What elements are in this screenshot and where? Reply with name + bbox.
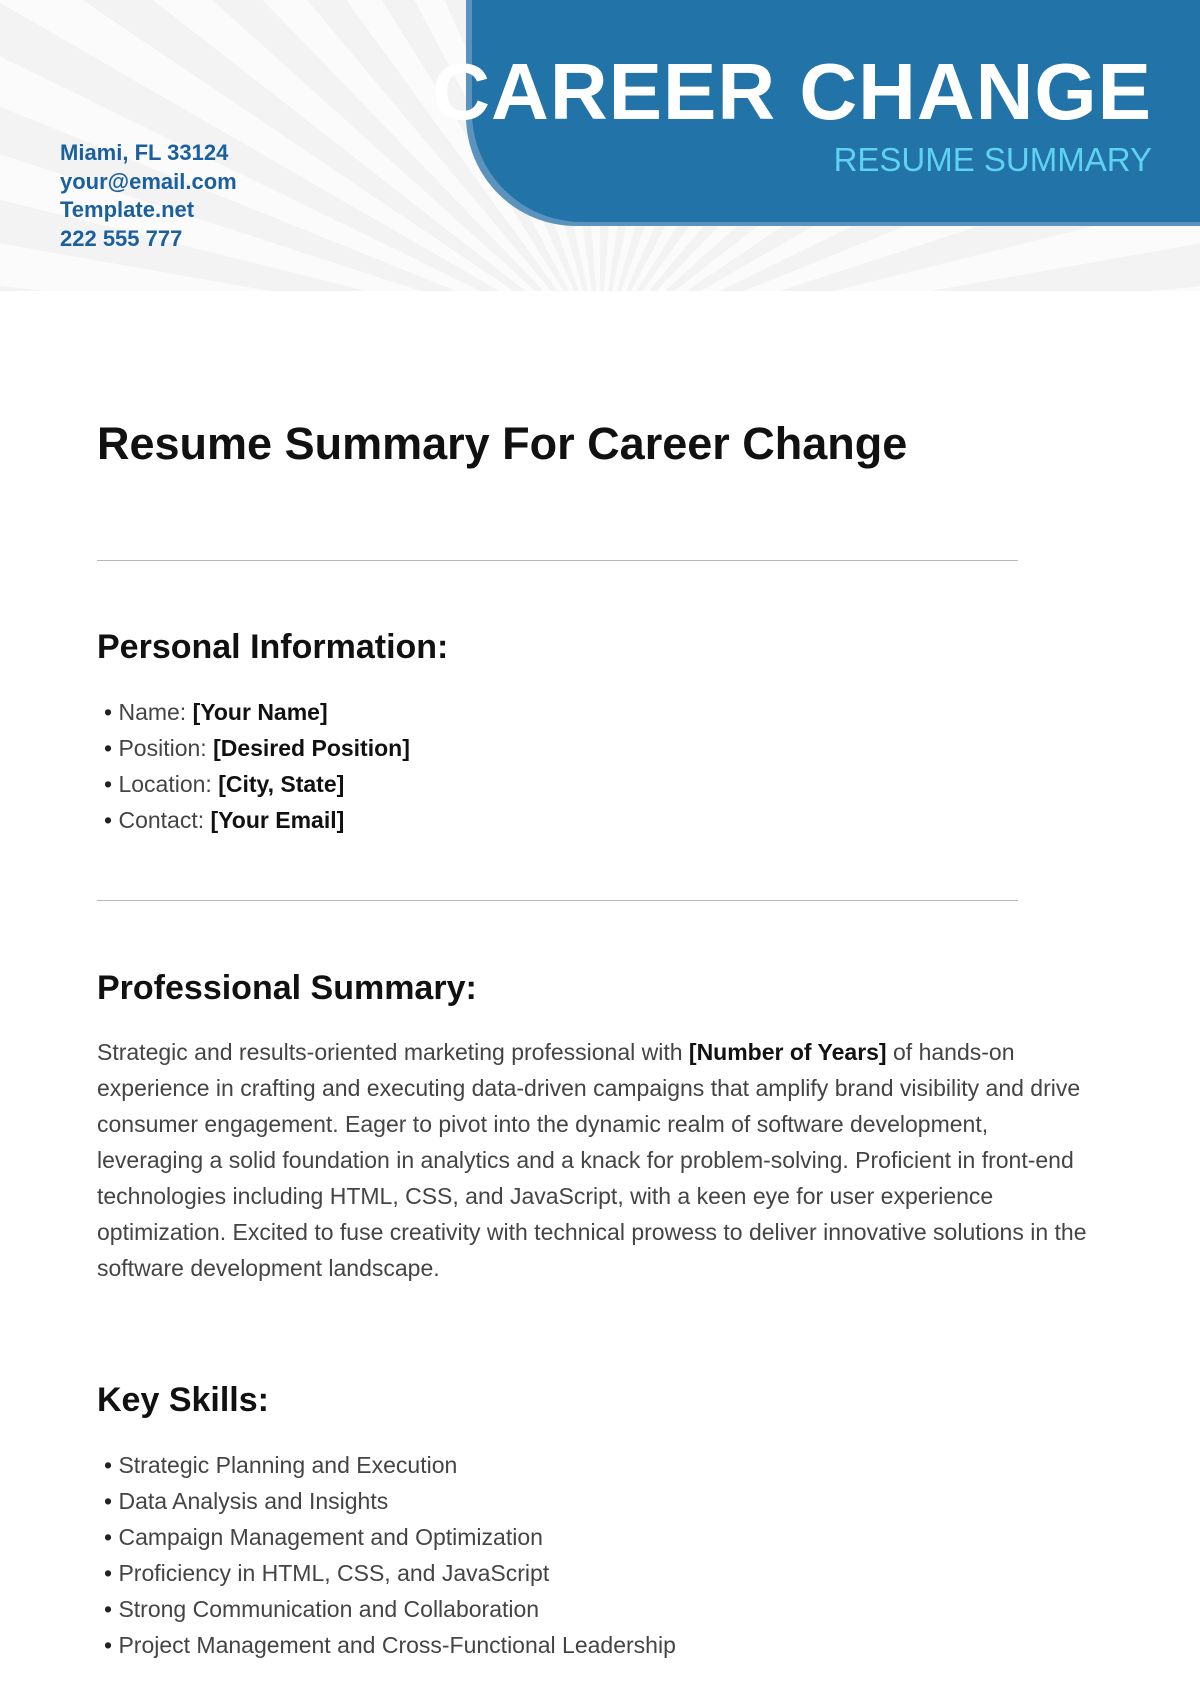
contact-website: Template.net (60, 197, 195, 223)
field-value: [Your Name] (192, 699, 328, 725)
key-skills-heading: Key Skills: (97, 1381, 269, 1419)
summary-paragraph (97, 1034, 1097, 1286)
summary-placeholder: [Number of Years] (688, 1039, 887, 1065)
contact-block (60, 139, 237, 254)
summary-text: of hands-on experience in crafting and executing data-driven campaigns that amplify brand visibility and drive consumer engagement. Eager to pivot into the dynamic realm of software development, leveraging a solid foundation in analytics and a knack for problem-solving. Proficient in front-end technologies including HTML, CSS, and JavaScript, with a keen eye for user experience optimization. Excited to fuse creativity with technical prowess to deliver innovative solutions in the software development landscape. (97, 1039, 1087, 1281)
list-item (104, 730, 410, 766)
contact-email: your@email.com (60, 168, 237, 194)
list-item: • Campaign Management and Optimization (104, 1519, 676, 1555)
list-item: • Project Management and Cross-Functional Leadership (104, 1627, 676, 1663)
list-item (104, 802, 410, 838)
contact-phone: 222 555 777 (60, 226, 183, 252)
list-item: • Strong Communication and Collaboration (104, 1591, 676, 1627)
field-label: Name: (118, 699, 187, 725)
field-label: Location: (118, 771, 212, 797)
field-value: [Your Email] (210, 807, 345, 833)
banner-title: CAREER CHANGE (432, 47, 1152, 136)
summary-text: Strategic and results-oriented marketing professional with (97, 1039, 689, 1065)
field-value: [City, State] (218, 771, 345, 797)
list-item (104, 694, 410, 730)
professional-summary-heading: Professional Summary: (97, 969, 477, 1007)
field-label: Position: (118, 735, 207, 761)
list-item: • Data Analysis and Insights (104, 1483, 676, 1519)
list-item: • Strategic Planning and Execution (104, 1447, 676, 1483)
document-title: Resume Summary For Career Change (97, 418, 908, 469)
list-item (104, 766, 410, 802)
banner-subtitle: RESUME SUMMARY (833, 141, 1152, 178)
field-label: Contact: (118, 807, 205, 833)
personal-info-heading: Personal Information: (97, 628, 449, 666)
contact-address: Miami, FL 33124 (60, 140, 229, 165)
divider (97, 560, 1018, 561)
header-banner (0, 0, 1200, 291)
divider (97, 900, 1018, 901)
field-value: [Desired Position] (213, 735, 410, 761)
list-item: • Proficiency in HTML, CSS, and JavaScript (104, 1555, 676, 1591)
personal-info-list (104, 694, 410, 838)
key-skills-list (104, 1447, 676, 1663)
